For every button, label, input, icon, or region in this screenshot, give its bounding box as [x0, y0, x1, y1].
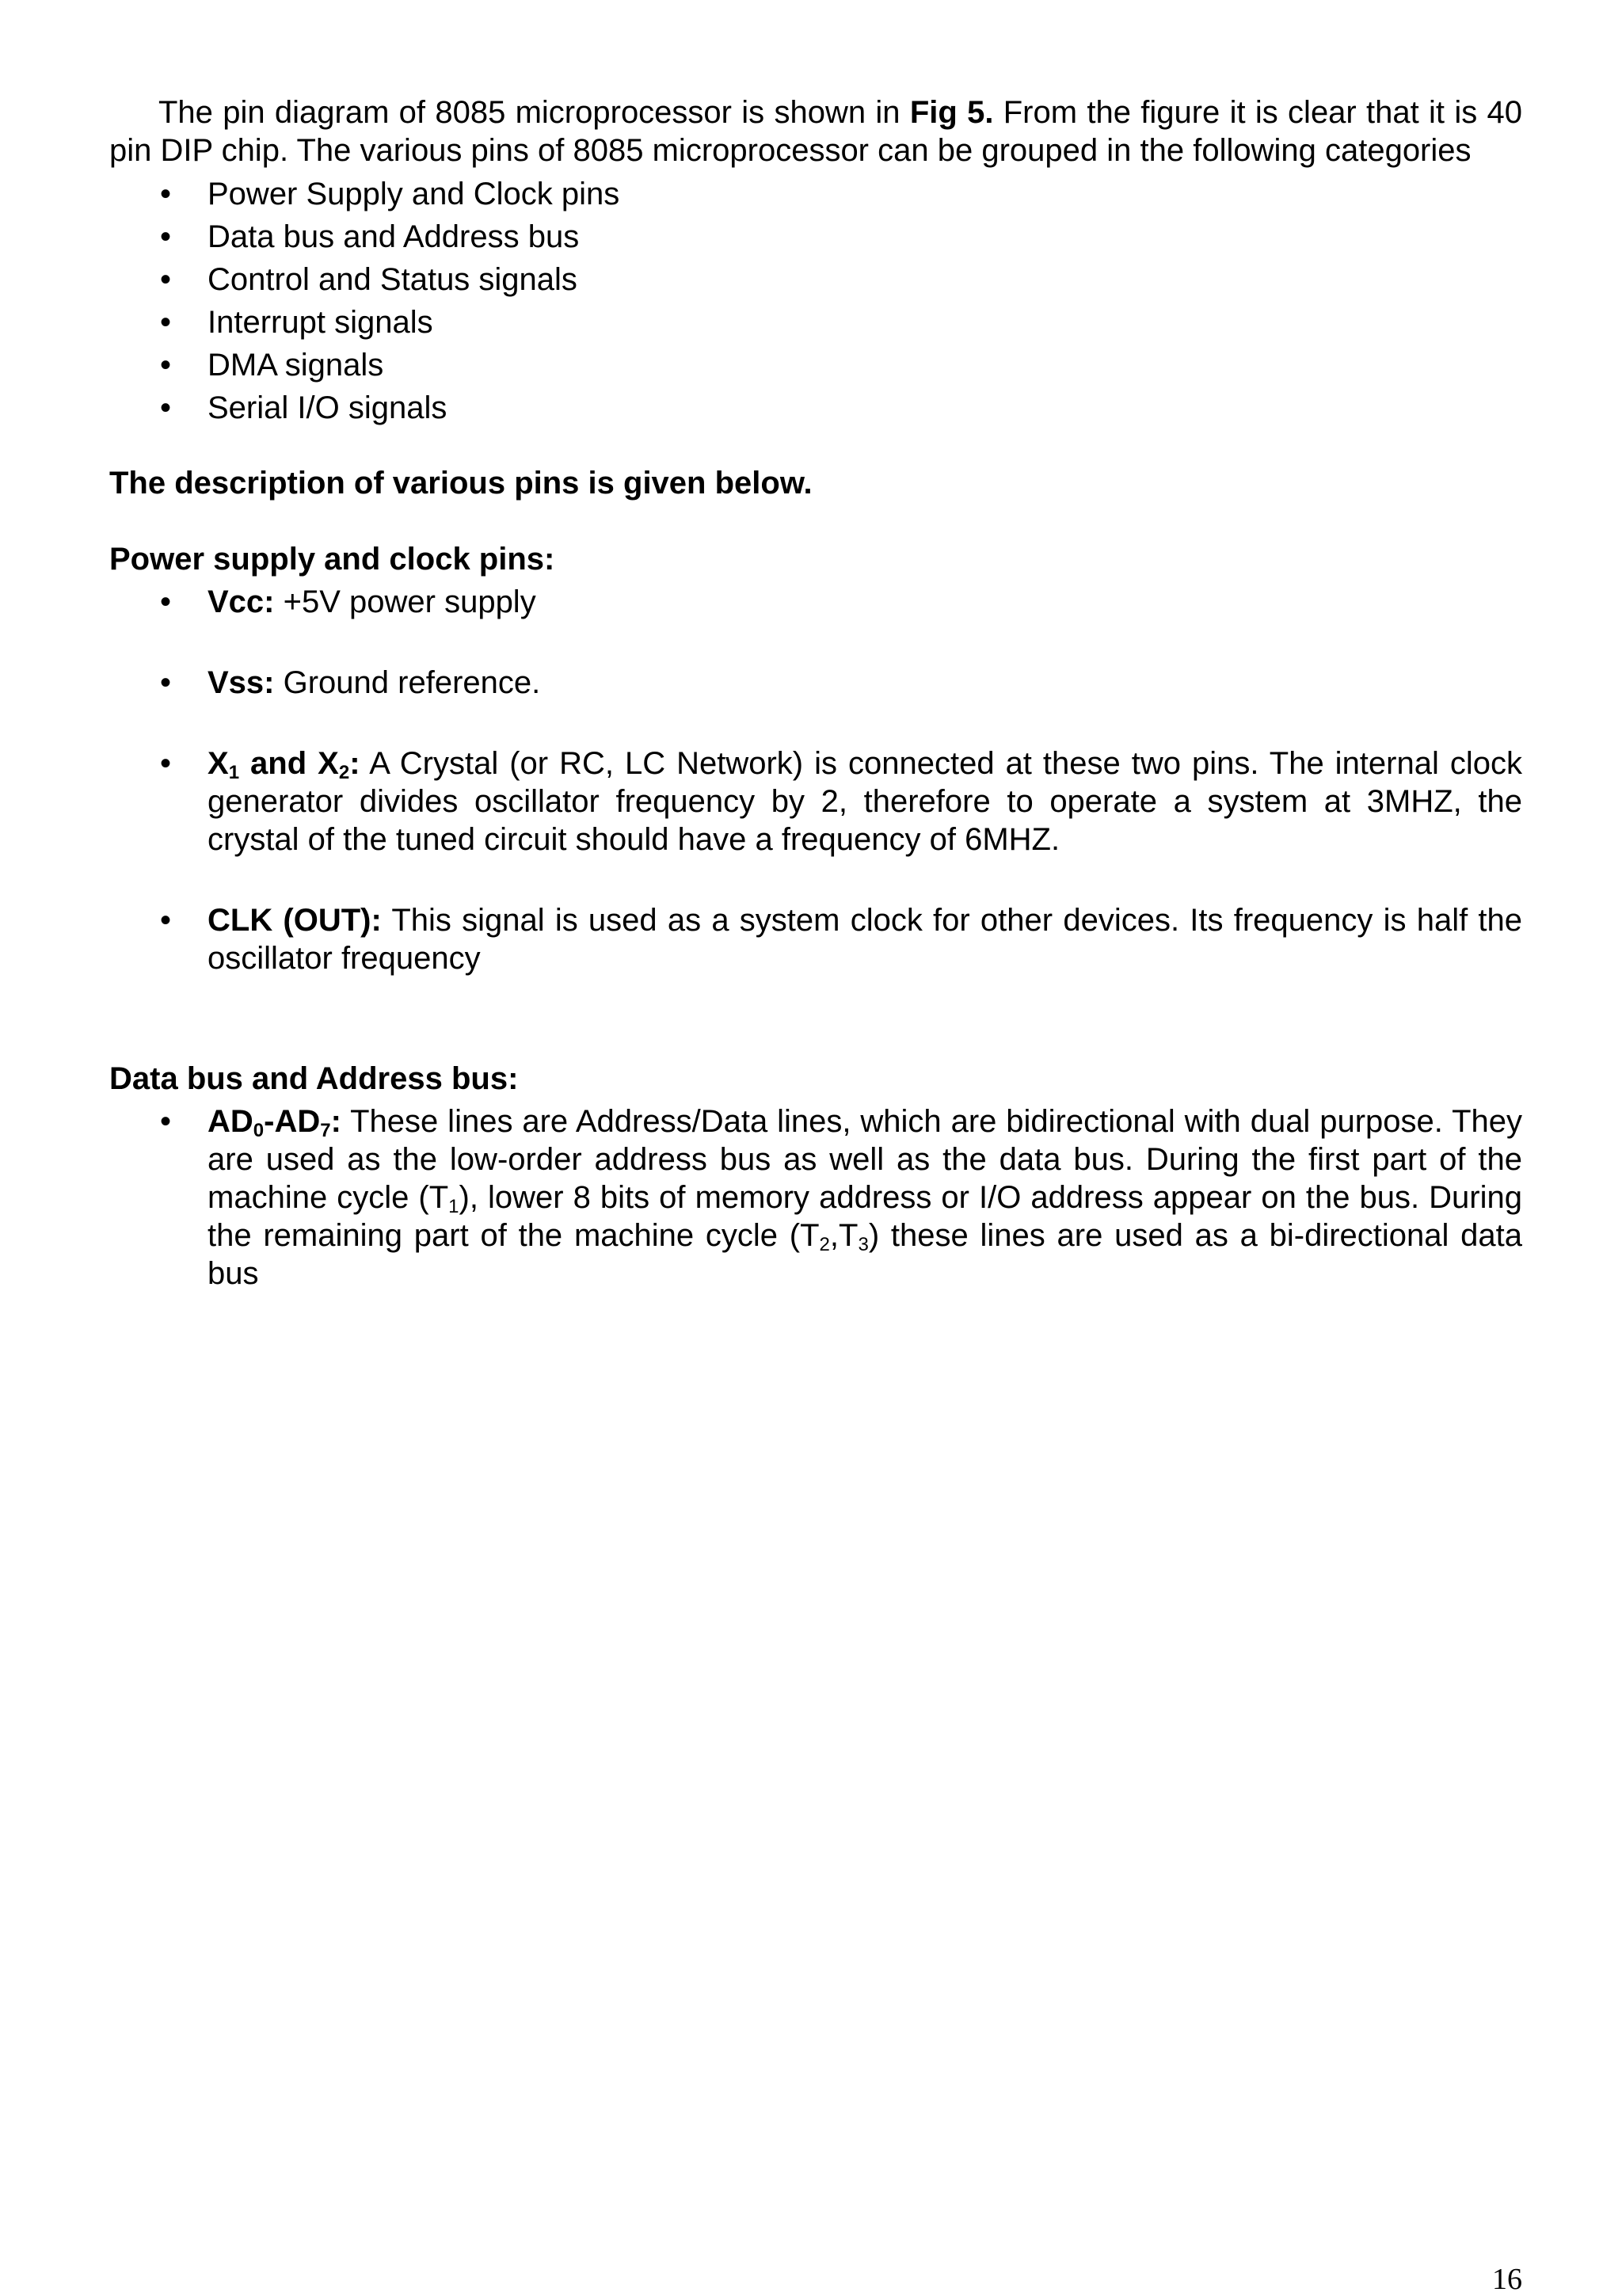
bullet-icon: •: [160, 584, 172, 619]
bullet-icon: •: [160, 262, 172, 297]
figure-reference: Fig 5.: [909, 95, 994, 130]
pin-item-clk-out: [109, 901, 1522, 977]
pin-description: A Crystal (or RC, LC Network) is connected at these two pins. The internal clock generator divides oscillator frequency by 2, therefore to operate a system at 3MHZ, the crystal of the tuned circuit should have a frequency of 6MHZ.: [208, 746, 1522, 857]
list-item: [109, 215, 1522, 258]
list-item: [109, 386, 1522, 429]
databus-pin-list: [109, 1102, 1522, 1293]
category-label: Interrupt signals: [208, 305, 433, 340]
pin-item-ad0-ad7: [109, 1102, 1522, 1293]
intro-text-cont: From the figure it is clear that it is 40 pin DIP chip. The various pins of 8085 microprocessor can be grouped in the following categories: [109, 95, 1523, 168]
intro-text: The pin diagram of 8085 microprocessor is shown in: [158, 95, 910, 130]
bullet-icon: •: [160, 903, 172, 938]
pin-term: CLK (OUT):: [208, 903, 382, 938]
list-item: [109, 173, 1522, 215]
document-page: [109, 93, 1522, 1293]
bullet-icon: •: [160, 390, 172, 425]
pin-term: $AD_0-AD_7$:: [208, 1104, 341, 1141]
bullet-icon: •: [160, 665, 172, 700]
pin-description: These lines are Address/Data lines, which are bidirectional with dual purpose. They are used as the low-order address bus as well as the data bus. During the first part of the machine cycle $(T_1)$, lower 8 bits of memory address or I/O address appear on the bus. During the remaining part of the machine cycle $(T_2,T_3)$ these lines are used as a bi-directional data bus: [208, 1104, 1523, 1291]
databus-section-heading: Data bus and Address bus:: [109, 1061, 519, 1096]
category-list: [109, 173, 1522, 429]
bullet-icon: •: [160, 746, 172, 781]
pin-term: Vcc:: [208, 584, 275, 619]
pin-item-vcc: [109, 583, 1522, 621]
pin-description: Ground reference.: [274, 665, 541, 700]
bullet-icon: •: [160, 1104, 172, 1139]
category-label: DMA signals: [208, 348, 384, 383]
description-heading: The description of various pins is given below.: [109, 466, 813, 501]
pin-item-x1-x2: [109, 744, 1522, 859]
list-item: [109, 301, 1522, 344]
pin-term: $X_1$ and $X_2$:: [208, 746, 360, 783]
category-label: Power Supply and Clock pins: [208, 177, 620, 211]
intro-paragraph: [109, 93, 1522, 169]
list-item: [109, 344, 1522, 386]
pin-term: Vss:: [208, 665, 275, 700]
pin-description: +5V power supply: [274, 584, 536, 619]
bullet-icon: •: [160, 305, 172, 340]
power-section-heading: Power supply and clock pins:: [109, 542, 555, 577]
pin-item-vss: [109, 664, 1522, 702]
category-label: Control and Status signals: [208, 262, 577, 297]
page-number: 16: [1492, 2263, 1522, 2296]
bullet-icon: •: [160, 177, 172, 211]
bullet-icon: •: [160, 348, 172, 383]
category-label: Data bus and Address bus: [208, 219, 580, 254]
bullet-icon: •: [160, 219, 172, 254]
list-item: [109, 258, 1522, 301]
pin-description: This signal is used as a system clock for other devices. Its frequency is half the oscillator frequency: [208, 903, 1523, 976]
power-pin-list: [109, 583, 1522, 977]
category-label: Serial I/O signals: [208, 390, 447, 425]
